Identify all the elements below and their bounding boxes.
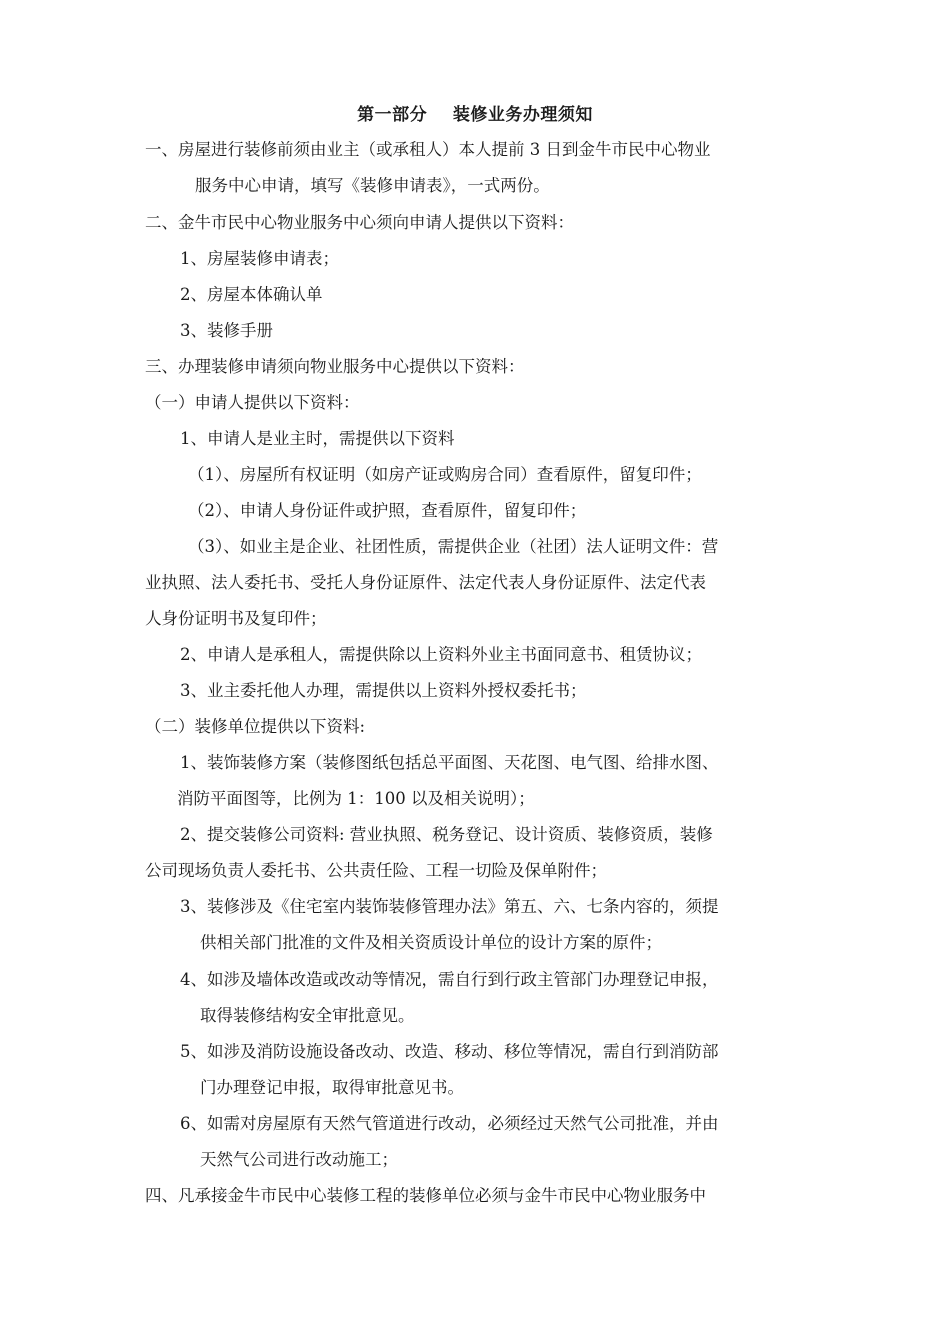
- list-item: 3、业主委托他人办理，需提供以上资料外授权委托书；: [180, 681, 587, 700]
- list-item: 3、装修涉及《住宅室内装饰装修管理办法》第五、六、七条内容的，须提: [180, 897, 719, 916]
- section-heading: （一）申请人提供以下资料：: [145, 393, 360, 412]
- list-item: 1、房屋装修申请表；: [180, 249, 339, 268]
- list-item: 3、装修手册: [180, 321, 273, 340]
- list-item: 5、如涉及消防设施设备改动、改造、移动、移位等情况，需自行到消防部: [180, 1042, 719, 1061]
- page-title: 第一部分 装修业务办理须知: [357, 105, 593, 125]
- paragraph-line: 一、房屋进行装修前须由业主（或承租人）本人提前 3 日到金牛市民中心物业: [145, 140, 711, 159]
- paragraph-line: 人身份证明书及复印件；: [145, 609, 327, 628]
- paragraph-line: 取得装修结构安全审批意见。: [200, 1006, 415, 1025]
- paragraph-line: 服务中心申请，填写《装修申请表》，一式两份。: [195, 176, 550, 195]
- list-item: 1、装饰装修方案（装修图纸包括总平面图、天花图、电气图、给排水图、: [180, 753, 719, 772]
- list-item: 6、如需对房屋原有天然气管道进行改动，必须经过天然气公司批准，并由: [180, 1114, 719, 1133]
- paragraph-line: 门办理登记申报，取得审批意见书。: [200, 1078, 464, 1097]
- section-heading: （二）装修单位提供以下资料:: [145, 717, 366, 736]
- paragraph-line: 三、办理装修申请须向物业服务中心提供以下资料：: [145, 357, 525, 376]
- paragraph-line: 天然气公司进行改动施工；: [200, 1150, 398, 1169]
- list-item: 4、如涉及墙体改造或改动等情况，需自行到行政主管部门办理登记申报，: [180, 970, 719, 989]
- paragraph-line: 业执照、法人委托书、受托人身份证原件、法定代表人身份证原件、法定代表: [145, 573, 706, 592]
- list-item: 2、提交装修公司资料: 营业执照、税务登记、设计资质、装修资质，装修: [180, 825, 713, 844]
- list-item: 2、房屋本体确认单: [180, 285, 323, 304]
- paragraph-line: 二、金牛市民中心物业服务中心须向申请人提供以下资料：: [145, 213, 574, 232]
- list-item: （2）、申请人身份证件或护照，查看原件，留复印件；: [188, 501, 587, 520]
- paragraph-line: 公司现场负责人委托书、公共责任险、工程一切险及保单附件；: [145, 861, 607, 880]
- paragraph-line: 四、凡承接金牛市民中心装修工程的装修单位必须与金牛市民中心物业服务中: [145, 1186, 706, 1205]
- paragraph-line: 供相关部门批准的文件及相关资质设计单位的设计方案的原件；: [200, 933, 662, 952]
- list-item: （3）、如业主是企业、社团性质，需提供企业（社团）法人证明文件：营: [188, 537, 719, 556]
- list-item: 1、申请人是业主时，需提供以下资料: [180, 429, 455, 448]
- list-item: （1）、房屋所有权证明（如房产证或购房合同）查看原件，留复印件；: [188, 465, 702, 484]
- list-item: 2、申请人是承租人，需提供除以上资料外业主书面同意书、租赁协议；: [180, 645, 702, 664]
- paragraph-line: 消防平面图等，比例为 1：100 以及相关说明）；: [177, 789, 535, 808]
